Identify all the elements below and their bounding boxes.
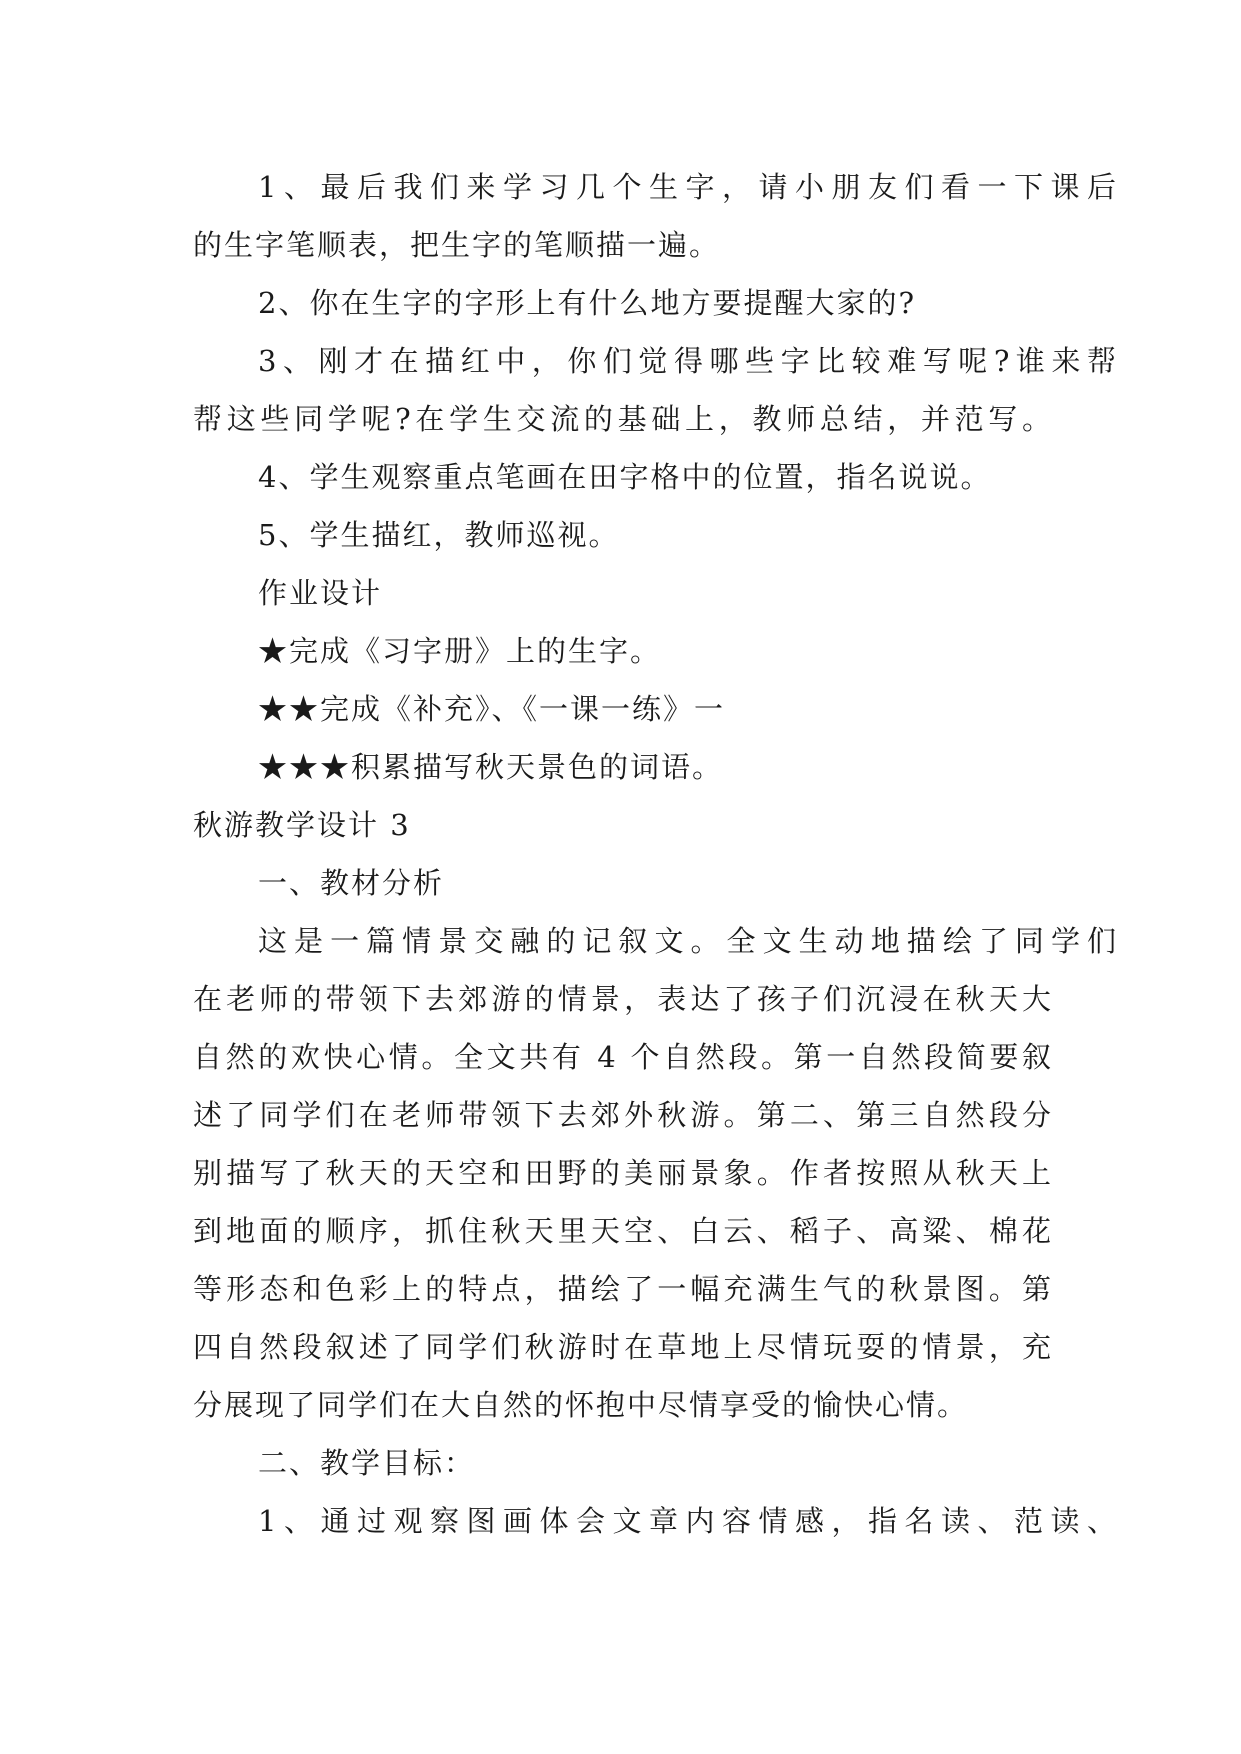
- paragraph-line: 帮这些同学呢?在学生交流的基础上，教师总结，并范写。: [193, 402, 1053, 436]
- paragraph-line: 3、刚才在描红中，你们觉得哪些字比较难写呢?谁来帮: [258, 344, 1118, 378]
- paragraph-line: 1、最后我们来学习几个生字，请小朋友们看一下课后: [258, 170, 1118, 204]
- paragraph-line: 到地面的顺序，抓住秋天里天空、白云、稻子、高粱、棉花: [193, 1214, 1053, 1248]
- paragraph-line: 1、通过观察图画体会文章内容情感，指名读、范读、: [258, 1504, 1118, 1538]
- paragraph-line: 四自然段叙述了同学们秋游时在草地上尽情玩耍的情景，充: [193, 1330, 1053, 1364]
- paragraph-line: 别描写了秋天的天空和田野的美丽景象。作者按照从秋天上: [193, 1156, 1053, 1190]
- homework-item: ★★完成《补充》、《一课一练》一: [258, 692, 726, 726]
- paragraph-line: 2、你在生字的字形上有什么地方要提醒大家的?: [258, 286, 916, 320]
- homework-item: ★完成《习字册》上的生字。: [258, 634, 662, 668]
- section-heading: 二、教学目标：: [258, 1446, 476, 1480]
- paragraph-line: 5、学生描红，教师巡视。: [258, 518, 620, 552]
- paragraph-line: 等形态和色彩上的特点，描绘了一幅充满生气的秋景图。第: [193, 1272, 1053, 1306]
- homework-item: ★★★积累描写秋天景色的词语。: [258, 750, 724, 784]
- section-heading: 作业设计: [258, 576, 383, 610]
- paragraph-line: 自然的欢快心情。全文共有 4 个自然段。第一自然段简要叙: [193, 1040, 1053, 1074]
- document-title: 秋游教学设计 3: [193, 808, 411, 842]
- paragraph-line: 分展现了同学们在大自然的怀抱中尽情享受的愉快心情。: [193, 1388, 969, 1422]
- paragraph-line: 在老师的带领下去郊游的情景，表达了孩子们沉浸在秋天大: [193, 982, 1053, 1016]
- paragraph-line: 的生字笔顺表，把生字的笔顺描一遍。: [193, 228, 721, 262]
- section-heading: 一、教材分析: [258, 866, 445, 900]
- paragraph-line: 述了同学们在老师带领下去郊外秋游。第二、第三自然段分: [193, 1098, 1053, 1132]
- paragraph-line: 这是一篇情景交融的记叙文。全文生动地描绘了同学们: [258, 924, 1118, 958]
- paragraph-line: 4、学生观察重点笔画在田字格中的位置，指名说说。: [258, 460, 992, 494]
